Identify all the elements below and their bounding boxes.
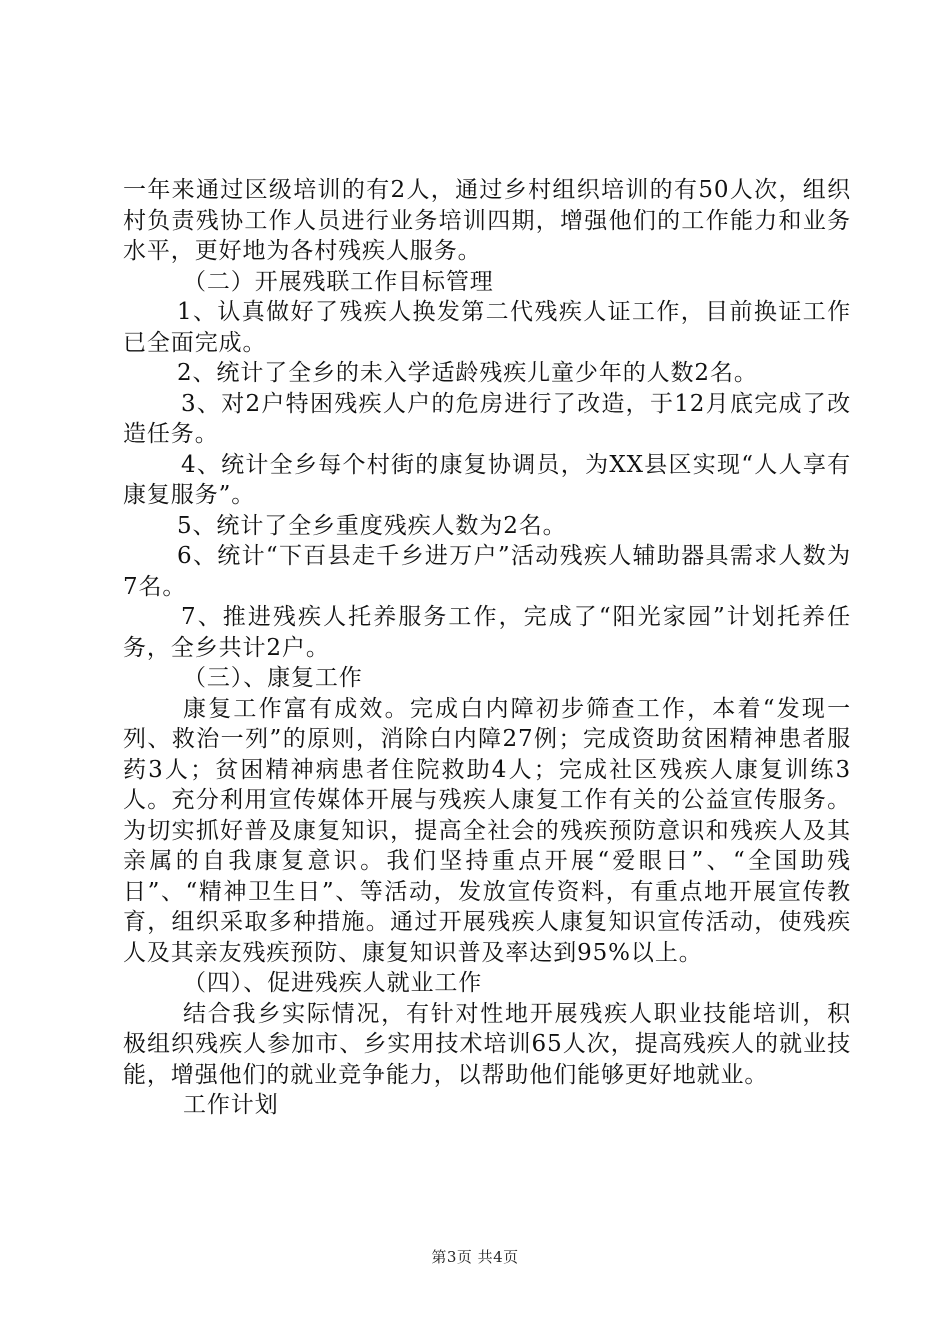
list-item-4: 4、统计全乡每个村街的康复协调员，为XX县区实现“人人享有康复服务”。: [123, 451, 851, 508]
paragraph-training-summary: 一年来通过区级培训的有2人，通过乡村组织培训的有50人次，组织村负责残协工作人员进行业务培训四期，增强他们的工作能力和业务水平，更好地为各村残疾人服务。: [123, 177, 851, 264]
paragraph-rehabilitation: 康复工作富有成效。完成白内障初步筛查工作，本着“发现一列、救治一列”的原则，消除白内障27例；完成资助贫困精神患者服药3人；贫困精神病患者住院救助4人；完成社区残疾人康复训练3人。充分利用宣传媒体开展与残疾人康复工作有关的公益宣传服务。为切实抓好普及康复知识，提高全社会的残疾预防意识和残疾人及其亲属的自我康复意识。我们坚持重点开展“爱眼日”、“全国助残日”、“精神卫生日”、等活动，发放宣传资料，有重点地开展宣传教育，组织采取多种措施。通过开展残疾人康复知识宣传活动，使残疾人及其亲友残疾预防、康复知识普及率达到95%以上。: [123, 695, 851, 966]
page-number-footer: 第3页 共4页: [431, 1248, 519, 1266]
list-item-7: 7、推进残疾人托养服务工作，完成了“阳光家园”计划托养任务，全乡共计2户。: [123, 604, 851, 661]
list-item-1: 1、认真做好了残疾人换发第二代残疾人证工作，目前换证工作已全面完成。: [123, 299, 851, 356]
list-item-6: 6、统计“下百县走千乡进万户”活动残疾人辅助器具需求人数为7名。: [123, 543, 851, 600]
section-heading-rehabilitation: （三）、康复工作: [183, 665, 363, 691]
list-item-3: 3、对2户特困残疾人户的危房进行了改造，于12月底完成了改造任务。: [123, 390, 851, 447]
section-heading-work-plan: 工作计划: [183, 1092, 279, 1118]
document-body: [123, 175, 851, 1121]
section-heading-target-management: （二）开展残联工作目标管理: [183, 268, 494, 295]
paragraph-employment: 结合我乡实际情况，有针对性地开展残疾人职业技能培训，积极组织残疾人参加市、乡实用技术培训65人次，提高残疾人的就业技能，增强他们的就业竞争能力，以帮助他们能够更好地就业。: [123, 1000, 851, 1088]
list-item-5: 5、统计了全乡重度残疾人数为2名。: [177, 512, 567, 539]
section-heading-employment: （四）、促进残疾人就业工作: [183, 970, 483, 996]
list-item-2: 2、统计了全乡的未入学适龄残疾儿童少年的人数2名。: [177, 360, 758, 386]
